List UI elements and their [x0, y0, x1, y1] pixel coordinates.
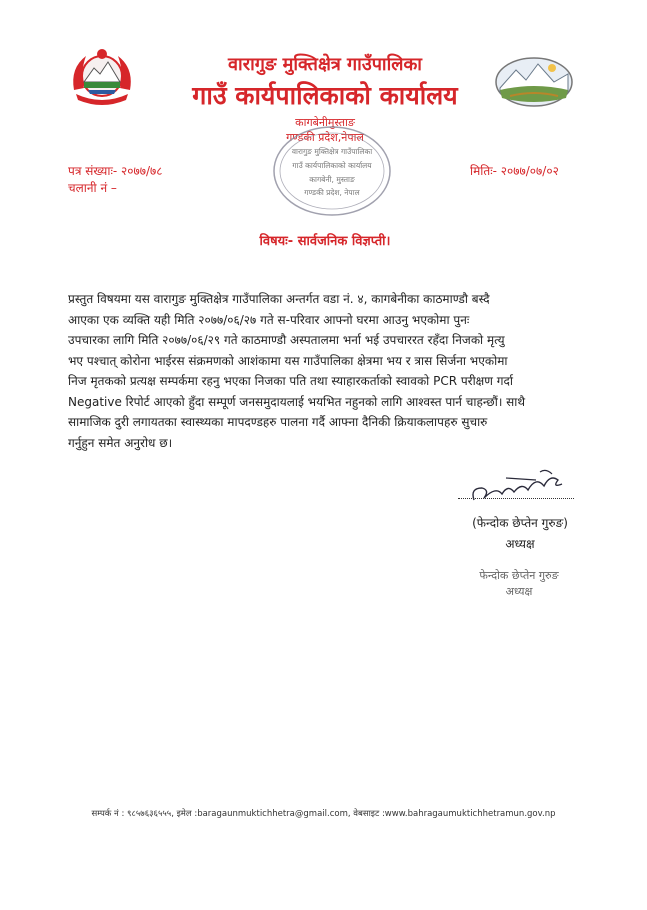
body-line: गर्नुहुन समेत अनुरोध छ। — [68, 435, 173, 450]
nepal-emblem-icon — [66, 44, 138, 112]
seal-text-4: गण्डकी प्रदेश, नेपाल — [304, 188, 360, 197]
body-line: भए पश्चात् कोरोना भाईरस संक्रमणको आशंकामा यस गाउँपालिका क्षेत्रमा भय र त्रास सिर्जना भएकोमा — [68, 353, 508, 368]
municipality-name: वारागुङ मुक्तिक्षेत्र गाउँपालिका — [228, 54, 422, 75]
office-location: कागबेनीमुस्ताङ — [295, 116, 355, 129]
body-line: निज मृतकको प्रत्यक्ष सम्पर्कमा रहनु भएका निजका पति तथा स्याहारकर्ताको स्वावको PCR परीक्षण गर्दा — [68, 374, 514, 388]
office-seal-icon — [268, 122, 396, 220]
body-paragraph — [68, 289, 584, 453]
seal-text-1: वारागुङ मुक्तिक्षेत्र गाउँपालिका — [291, 147, 373, 156]
signer-name: (फेन्दोक छेप्तेन गुरुङ) — [472, 516, 568, 530]
contact-footer: सम्पर्क नं : ९८५७६३६५५५, इमेल :baragaunmuktichhetra@gmail.com, वेबसाइट :www.bahragaumuktichhetramun.gov.np — [91, 809, 556, 819]
body-line: सामाजिक दुरी लगायतका स्वास्थ्यका मापदण्डहरु पालना गर्दै आफ्ना दैनिकी क्रियाकलापहरु सुचारु — [68, 415, 488, 429]
name-stamp-title: अध्यक्ष — [505, 585, 533, 598]
signature-icon — [466, 466, 578, 510]
mountain-landscape-icon — [494, 56, 574, 108]
office-province: गण्डकी प्रदेश,नेपाल — [286, 131, 364, 144]
signature-line — [458, 498, 574, 499]
signer-title: अध्यक्ष — [505, 537, 535, 551]
dispatch-number: चलानी नं – — [68, 181, 117, 195]
reference-number: पत्र संख्याः- २०७७/७८ — [68, 164, 163, 178]
body-line: Negative रिपोर्ट आएको हुँदा सम्पूर्ण जनसमुदायलाई भयभित नहुनको लागि आश्वस्त पार्न चाहन्छौं। साथै — [68, 394, 526, 409]
body-line: उपचारका लागि मिति २०७७/०६/२९ गते काठमाण्डौ अस्पतालमा भर्ना भई उपचाररत रहँदा निजको मृत्यु — [68, 333, 505, 347]
body-line: प्रस्तुत विषयमा यस वारागुङ मुक्तिक्षेत्र गाउँपालिका अन्तर्गत वडा नं. ४, कागबेनीका काठमाण्डौ बस्दै — [68, 292, 490, 306]
office-name: गाउँ कार्यपालिकाको कार्यालय — [192, 81, 458, 110]
name-stamp-name: फेन्दोक छेप्तेन गुरुङ — [479, 569, 559, 582]
body-line: आएका एक व्यक्ति यही मिति २०७७/०६/२७ गते स-परिवार आफ्नो घरमा आउनु भएकोमा पुनः — [68, 312, 470, 327]
letter-date: मितिः- २०७७/०७/०२ — [470, 164, 559, 178]
seal-text-3: कागबेनी, मुस्ताङ — [309, 175, 355, 184]
seal-text-2: गाउँ कार्यपालिकाको कार्यालय — [292, 161, 372, 170]
subject-line: विषयः- सार्वजनिक विज्ञप्ती। — [259, 234, 391, 249]
